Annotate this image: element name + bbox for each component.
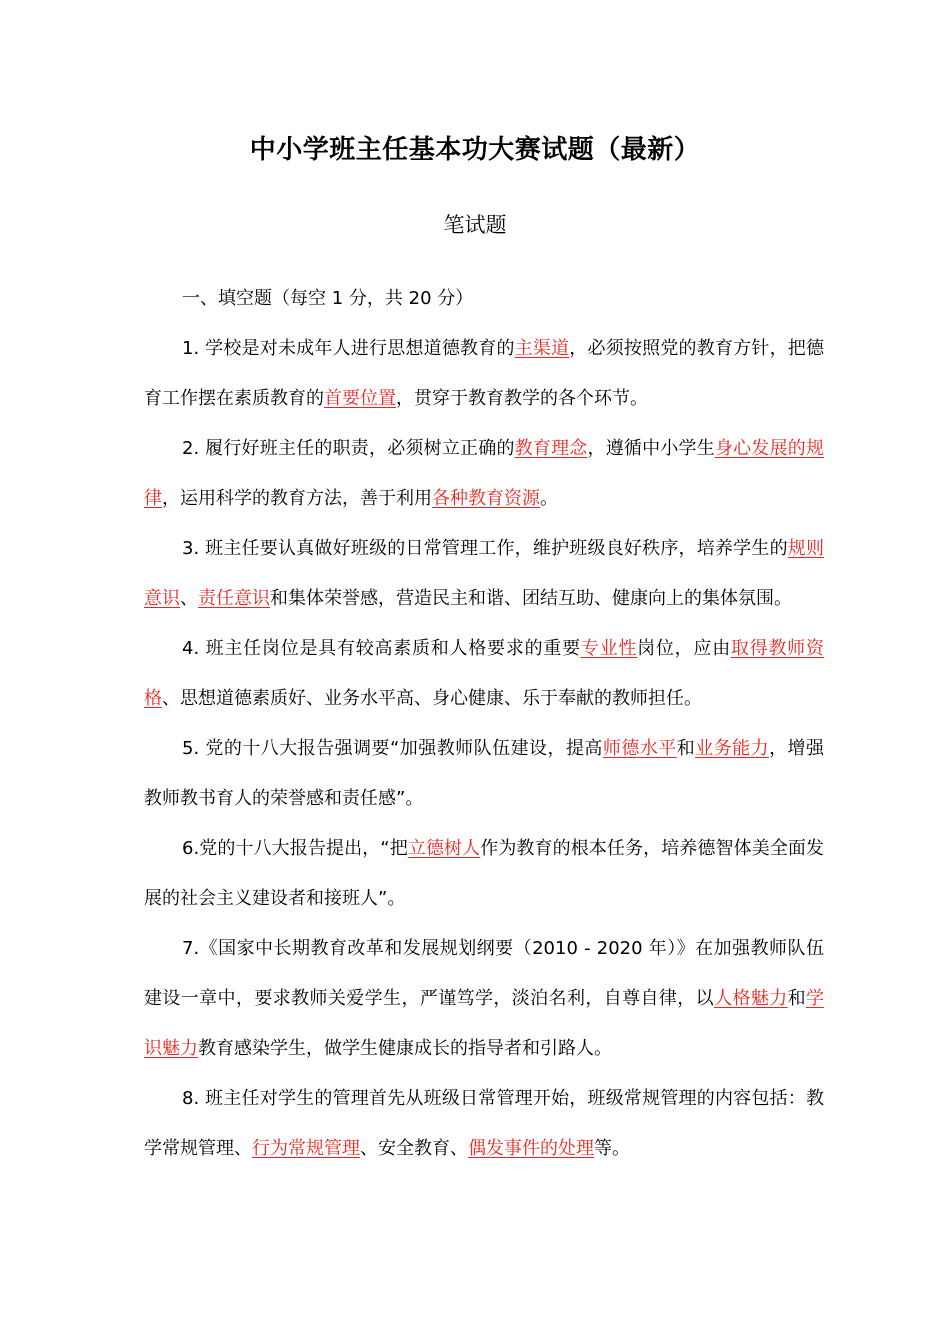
answer-text: 学识魅力 bbox=[144, 988, 825, 1059]
question-text: 。 bbox=[540, 488, 558, 509]
question-item bbox=[144, 624, 824, 724]
answer-text: 师德水平 bbox=[602, 738, 677, 759]
answer-text: 规则意识 bbox=[144, 538, 824, 609]
answer-text: 偶发事件的处理 bbox=[468, 1138, 594, 1159]
document-body bbox=[144, 274, 824, 1174]
question-text: 8. 班主任对学生的管理首先从班级日常管理开始，班级常规管理的内容包括：教学常规管理、 bbox=[144, 1088, 824, 1159]
question-list bbox=[144, 324, 824, 1174]
answer-text: 立德树人 bbox=[407, 838, 481, 859]
page-title: 中小学班主任基本功大赛试题（最新） bbox=[249, 135, 701, 165]
question-text: 4. 班主任岗位是具有较高素质和人格要求的重要 bbox=[182, 638, 581, 659]
answer-text: 责任意识 bbox=[198, 588, 270, 609]
question-item bbox=[144, 924, 824, 1074]
question-text: 作为教育的根本任务，培养德智体美全面发展的社会主义建设者和接班人”。 bbox=[144, 838, 825, 909]
question-item bbox=[144, 724, 824, 824]
answer-text: 主渠道 bbox=[514, 338, 570, 359]
question-text: ，增强教师教书育人的荣誉感和责任感”。 bbox=[144, 738, 825, 809]
question-item bbox=[144, 824, 824, 924]
question-text: 和 bbox=[676, 738, 696, 759]
page-subtitle: 笔试题 bbox=[443, 213, 507, 237]
question-text: ，运用科学的教育方法，善于利用 bbox=[162, 488, 432, 509]
question-text: ，遵循中小学生 bbox=[587, 438, 715, 459]
answer-text: 教育理念 bbox=[514, 438, 588, 459]
question-text: 5. 党的十八大报告强调要“加强教师队伍建设，提高 bbox=[182, 738, 603, 759]
question-text: 7.《国家中长期教育改革和发展规划纲要（2010 - 2020 年）》在加强教师队伍建设一章中，要求教师关爱学生，严谨笃学，淡泊名利，自尊自律，以 bbox=[144, 938, 824, 1009]
question-text: 3. 班主任要认真做好班级的日常管理工作，维护班级良好秩序，培养学生的 bbox=[182, 538, 788, 559]
answer-text: 首要位置 bbox=[324, 388, 396, 409]
question-text: 6.党的十八大报告提出，“把 bbox=[182, 838, 408, 859]
answer-text: 取得教师资格 bbox=[144, 638, 825, 709]
answer-text: 人格魅力 bbox=[714, 988, 788, 1009]
question-text: 、安全教育、 bbox=[360, 1138, 468, 1159]
answer-text: 身心发展的规律 bbox=[144, 438, 825, 509]
question-text: 教育感染学生，做学生健康成长的指导者和引路人。 bbox=[198, 1038, 612, 1059]
answer-text: 行为常规管理 bbox=[252, 1138, 360, 1159]
question-item bbox=[144, 524, 824, 624]
question-text: 、思想道德素质好、业务水平高、身心健康、乐于奉献的教师担任。 bbox=[162, 688, 702, 709]
question-item bbox=[144, 1074, 824, 1174]
answer-text: 业务能力 bbox=[695, 738, 770, 759]
answer-text: 各种教育资源 bbox=[432, 488, 540, 509]
question-text: ，贯穿于教育教学的各个环节。 bbox=[396, 388, 648, 409]
question-text: 2. 履行好班主任的职责，必须树立正确的 bbox=[182, 438, 515, 459]
answer-text: 专业性 bbox=[580, 638, 638, 659]
question-text: 和集体荣誉感，营造民主和谐、团结互助、健康向上的集体氛围。 bbox=[270, 588, 792, 609]
question-text: 、 bbox=[180, 588, 198, 609]
question-text: 岗位，应由 bbox=[637, 638, 731, 659]
question-text: 1. 学校是对未成年人进行思想道德教育的 bbox=[182, 338, 515, 359]
question-text: 和 bbox=[787, 988, 807, 1009]
section-heading: 一、填空题（每空 1 分，共 20 分） bbox=[182, 288, 474, 309]
question-text: 等。 bbox=[594, 1138, 630, 1159]
question-text: ，必须按照党的教育方针，把德育工作摆在素质教育的 bbox=[144, 338, 825, 409]
question-item bbox=[144, 424, 824, 524]
question-item bbox=[144, 324, 824, 424]
